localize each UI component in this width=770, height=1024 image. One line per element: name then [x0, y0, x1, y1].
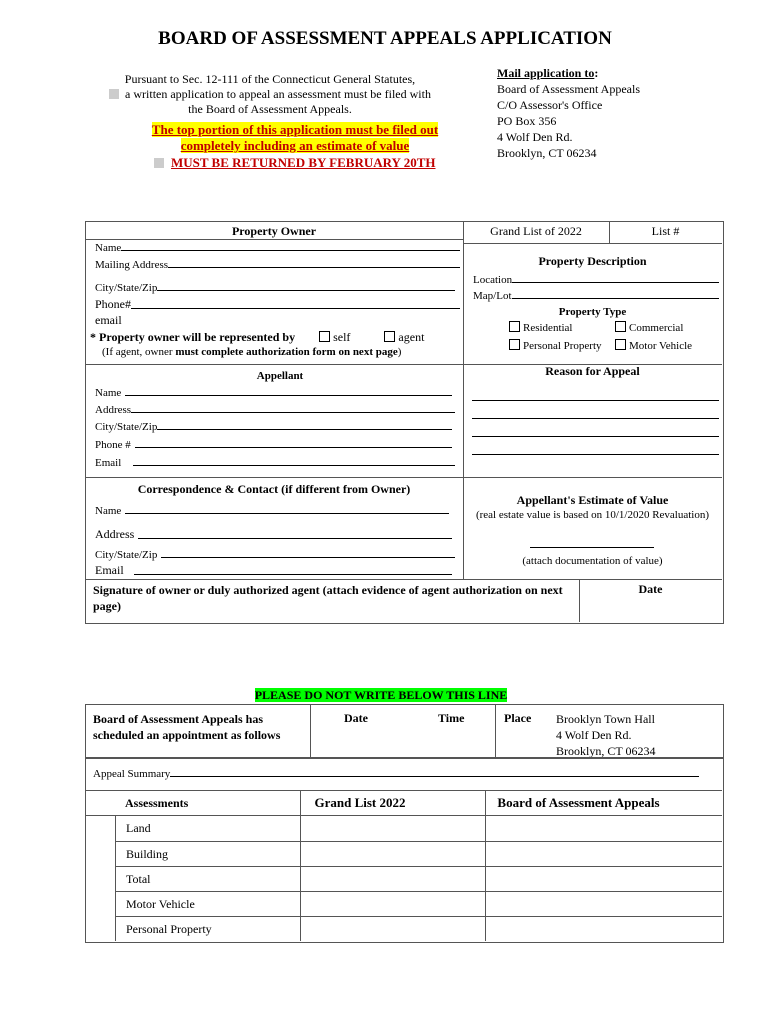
representation-label: * Property owner will be represented by — [90, 330, 296, 344]
location-label: Location — [473, 274, 513, 286]
agent-note-bold: must complete authorization form on next page — [175, 346, 398, 358]
property-type-heading: Property Type — [558, 306, 627, 318]
maplot-row — [473, 290, 719, 302]
reason-line[interactable] — [472, 418, 719, 419]
place-line: 4 Wolf Den Rd. — [556, 728, 632, 742]
correspondence-heading: Correspondence & Contact (if different from Owner) — [137, 482, 411, 496]
corr-address-row — [95, 527, 452, 542]
grand-list-header: Grand List 2022 — [314, 795, 406, 810]
mail-line: C/O Assessor's Office — [497, 98, 603, 112]
agent-label: agent — [398, 330, 425, 344]
personal-checkbox[interactable] — [509, 339, 520, 350]
appellant-phone-input[interactable] — [135, 439, 452, 448]
corr-city-row — [95, 549, 455, 561]
board-header: Board of Assessment Appeals — [497, 795, 660, 810]
mail-heading: Mail application to — [497, 66, 595, 80]
corr-address-input[interactable] — [138, 527, 452, 539]
personal-option[interactable] — [509, 339, 602, 352]
intro-line-2 — [95, 87, 445, 102]
corr-city-input[interactable] — [161, 549, 455, 558]
estimate-heading: Appellant's Estimate of Value — [516, 493, 669, 507]
scheduled-label: Board of Assessment Appeals has scheduled an appointment as follows — [93, 712, 281, 742]
appellant-phone-row — [95, 439, 452, 451]
intro-line-1: Pursuant to Sec. 12-111 of the Connecticut General Statutes, — [124, 72, 416, 86]
appellant-city-input[interactable] — [157, 421, 452, 430]
owner-phone-label: Phone# — [95, 297, 131, 311]
appellant-city-label: City/State/Zip — [95, 421, 158, 433]
intro-line-2-text: a written application to appeal an assessment must be filed with — [125, 87, 431, 101]
self-label: self — [333, 330, 351, 344]
grand-list-label: Grand List of 2022 — [490, 224, 582, 238]
appellant-address-label: Address — [95, 404, 132, 416]
notice-line-2: completely including an estimate of value — [180, 138, 410, 153]
agent-note — [102, 346, 401, 358]
corr-name-label: Name — [95, 505, 122, 517]
representation-row — [90, 330, 424, 345]
notice — [125, 122, 465, 171]
residential-option[interactable] — [509, 321, 573, 334]
owner-phone-input[interactable] — [131, 297, 460, 309]
appointment-place-label: Place — [504, 711, 532, 725]
appeal-summary-label: Appeal Summary — [93, 768, 171, 780]
assessments-header: Assessments — [125, 796, 189, 810]
corr-city-label: City/State/Zip — [95, 549, 158, 561]
appellant-phone-label: Phone # — [95, 439, 131, 451]
place-address — [556, 711, 655, 759]
checkbox-icon — [154, 158, 164, 168]
maplot-label: Map/Lot — [473, 290, 512, 302]
appellant-name-label: Name — [95, 387, 122, 399]
list-number-label: List # — [651, 224, 680, 238]
estimate-attach: (attach documentation of value) — [522, 555, 663, 567]
owner-email-label: email — [95, 313, 122, 327]
reason-line[interactable] — [472, 454, 719, 455]
appointment-time-label: Time — [438, 711, 465, 725]
owner-phone-row — [95, 297, 460, 312]
appellant-name-row — [95, 387, 452, 399]
deadline-text: MUST BE RETURNED BY FEBRUARY 20TH — [170, 155, 436, 170]
notice-line-1: The top portion of this application must be filed out — [151, 122, 439, 137]
personal-label: Personal Property — [523, 340, 602, 352]
corr-address-label: Address — [95, 527, 135, 541]
estimate-input[interactable] — [530, 547, 654, 548]
mail-block — [497, 65, 697, 161]
appointment-date-label: Date — [344, 711, 368, 725]
appellant-email-row — [95, 457, 455, 469]
intro-text — [95, 72, 445, 117]
owner-city-row — [95, 282, 455, 294]
owner-mailing-row — [95, 259, 460, 271]
row-building: Building — [126, 847, 169, 861]
appeal-summary-input[interactable] — [170, 768, 699, 777]
mail-line: Board of Assessment Appeals — [497, 82, 640, 96]
corr-email-input[interactable] — [134, 563, 452, 575]
agent-checkbox[interactable] — [384, 331, 395, 342]
row-total: Total — [126, 872, 151, 886]
owner-heading: Property Owner — [231, 224, 317, 238]
self-checkbox[interactable] — [319, 331, 330, 342]
agent-note-post: ) — [397, 346, 402, 358]
office-banner — [247, 688, 515, 703]
corr-name-input[interactable] — [125, 505, 449, 514]
estimate-note: (real estate value is based on 10/1/2020 Revaluation) — [475, 509, 710, 521]
reason-line[interactable] — [472, 436, 719, 437]
appellant-email-label: Email — [95, 457, 122, 469]
owner-city-label: City/State/Zip — [95, 282, 158, 294]
mail-colon: : — [594, 66, 599, 80]
row-motor-vehicle: Motor Vehicle — [126, 897, 195, 911]
reason-heading: Reason for Appeal — [545, 364, 640, 378]
place-line: Brooklyn Town Hall — [556, 712, 655, 726]
appellant-heading: Appellant — [256, 370, 304, 382]
corr-name-row — [95, 505, 449, 517]
commercial-checkbox[interactable] — [615, 321, 626, 332]
row-personal-property: Personal Property — [126, 922, 212, 936]
owner-name-row — [95, 242, 460, 254]
corr-email-row — [95, 563, 452, 578]
mail-line: Brooklyn, CT 06234 — [497, 146, 597, 160]
owner-mailing-label: Mailing Address — [95, 259, 169, 271]
checkbox-icon — [109, 89, 119, 99]
commercial-option[interactable] — [615, 321, 683, 334]
motor-checkbox[interactable] — [615, 339, 626, 350]
residential-checkbox[interactable] — [509, 321, 520, 332]
appellant-email-input[interactable] — [133, 457, 455, 466]
appellant-name-input[interactable] — [125, 387, 452, 396]
mail-line: 4 Wolf Den Rd. — [497, 130, 573, 144]
appellant-address-row — [95, 404, 455, 416]
signature-date-label: Date — [638, 582, 663, 596]
location-input[interactable] — [512, 274, 719, 283]
appellant-address-input[interactable] — [131, 404, 455, 413]
intro-line-3: the Board of Assessment Appeals. — [188, 102, 352, 116]
signature-label: Signature of owner or duly authorized agent (attach evidence of agent authorization on next page) — [93, 583, 563, 613]
motor-label: Motor Vehicle — [629, 340, 693, 352]
residential-label: Residential — [523, 322, 573, 334]
corr-email-label: Email — [95, 563, 124, 577]
place-line: Brooklyn, CT 06234 — [556, 744, 656, 758]
reason-line[interactable] — [472, 400, 719, 401]
maplot-input[interactable] — [512, 290, 720, 299]
owner-city-input[interactable] — [157, 282, 455, 291]
motor-option[interactable] — [615, 339, 692, 352]
commercial-label: Commercial — [629, 322, 684, 334]
owner-name-input[interactable] — [121, 242, 460, 251]
owner-mailing-input[interactable] — [168, 259, 460, 268]
appeal-summary-row — [93, 768, 699, 780]
location-row — [473, 274, 719, 286]
property-heading: Property Description — [538, 254, 647, 268]
mail-line: PO Box 356 — [497, 114, 557, 128]
row-land: Land — [126, 821, 151, 835]
office-banner-text: PLEASE DO NOT WRITE BELOW THIS LINE — [254, 688, 508, 702]
appellant-city-row — [95, 421, 452, 433]
agent-note-pre: (If agent, owner — [102, 346, 176, 358]
page-title: BOARD OF ASSESSMENT APPEALS APPLICATION — [158, 28, 612, 49]
owner-name-label: Name — [95, 242, 122, 254]
